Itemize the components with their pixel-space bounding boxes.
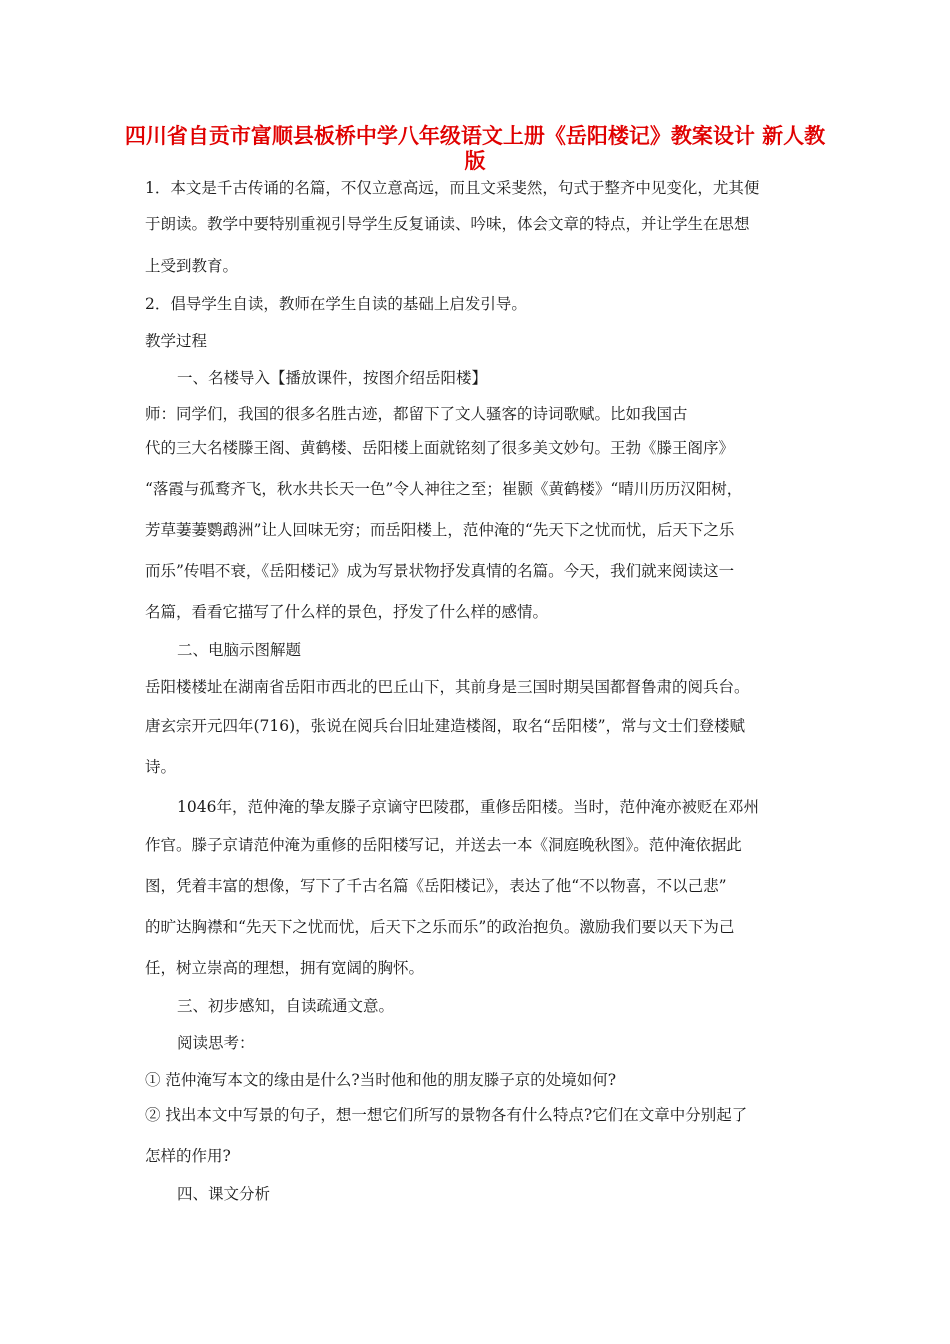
section-heading: 二、电脑示图解题 [177,641,302,659]
text-line: 1046年，范仲淹的挚友滕子京谪守巴陵郡，重修岳阳楼。当时，范仲淹亦被贬在邓州 [177,798,759,816]
question-item: ① 范仲淹写本文的缘由是什么?当时他和他的朋友滕子京的处境如何? [145,1071,617,1089]
text-line: 图，凭着丰富的想像，写下了千古名篇《岳阳楼记》，表达了他“不以物喜，不以己悲” [145,877,727,895]
text-line: 于朗读。教学中要特别重视引导学生反复诵读、吟味，体会文章的特点，并让学生在思想 [145,215,750,233]
text-line: 1．本文是千古传诵的名篇，不仅立意高远，而且文采斐然，句式于整齐中见变化，尤其便 [145,179,760,197]
text-line: 师：同学们，我国的很多名胜古迹，都留下了文人骚客的诗词歌赋。比如我国古 [145,405,688,423]
text-line: 代的三大名楼滕王阁、黄鹤楼、岳阳楼上面就铭刻了很多美文妙句。王勃《滕王阁序》 [145,439,735,457]
text-line: 任，树立崇高的理想，拥有宽阔的胸怀。 [145,959,425,977]
text-line: 2．倡导学生自读，教师在学生自读的基础上启发引导。 [145,295,527,313]
text-line: 岳阳楼楼址在湖南省岳阳市西北的巴丘山下，其前身是三国时期吴国都督鲁肃的阅兵台。 [145,678,750,696]
document-title: 四川省自贡市富顺县板桥中学八年级语文上册《岳阳楼记》教案设计 新人教版 [124,124,826,173]
text-line: 芳草萋萋鹦鹉洲”让人回味无穷；而岳阳楼上，范仲淹的“先天下之忧而忧，后天下之乐 [145,521,735,539]
text-line: “落霞与孤鹜齐飞，秋水共长天一色”令人神往之至；崔颢《黄鹤楼》“晴川历历汉阳树， [145,480,743,498]
text-line: 的旷达胸襟和“先天下之忧而忧，后天下之乐而乐”的政治抱负。激励我们要以天下为己 [145,918,735,936]
text-line: 怎样的作用? [145,1147,231,1165]
section-heading: 一、名楼导入【播放课件，按图介绍岳阳楼】 [177,369,488,387]
text-line: 而乐”传唱不衰，《岳阳楼记》成为写景状物抒发真情的名篇。今天，我们就来阅读这一 [145,562,735,580]
text-line: 诗。 [145,758,177,776]
text-line: 名篇，看看它描写了什么样的景色，抒发了什么样的感情。 [145,603,549,621]
text-line: 作官。滕子京请范仲淹为重修的岳阳楼写记，并送去一本《洞庭晚秋图》。范仲淹依据此 [145,836,742,854]
section-heading: 教学过程 [145,332,208,350]
section-heading: 三、初步感知，自读疏通文意。 [177,997,395,1015]
text-line: 唐玄宗开元四年(716)，张说在阅兵台旧址建造楼阁，取名“岳阳楼”，常与文士们登楼赋 [145,717,746,735]
question-item: ② 找出本文中写景的句子，想一想它们所写的景物各有什么特点?它们在文章中分别起了 [145,1106,748,1124]
section-heading: 四、课文分析 [177,1185,271,1203]
text-line: 阅读思考： [177,1034,255,1052]
text-line: 上受到教育。 [145,257,239,275]
